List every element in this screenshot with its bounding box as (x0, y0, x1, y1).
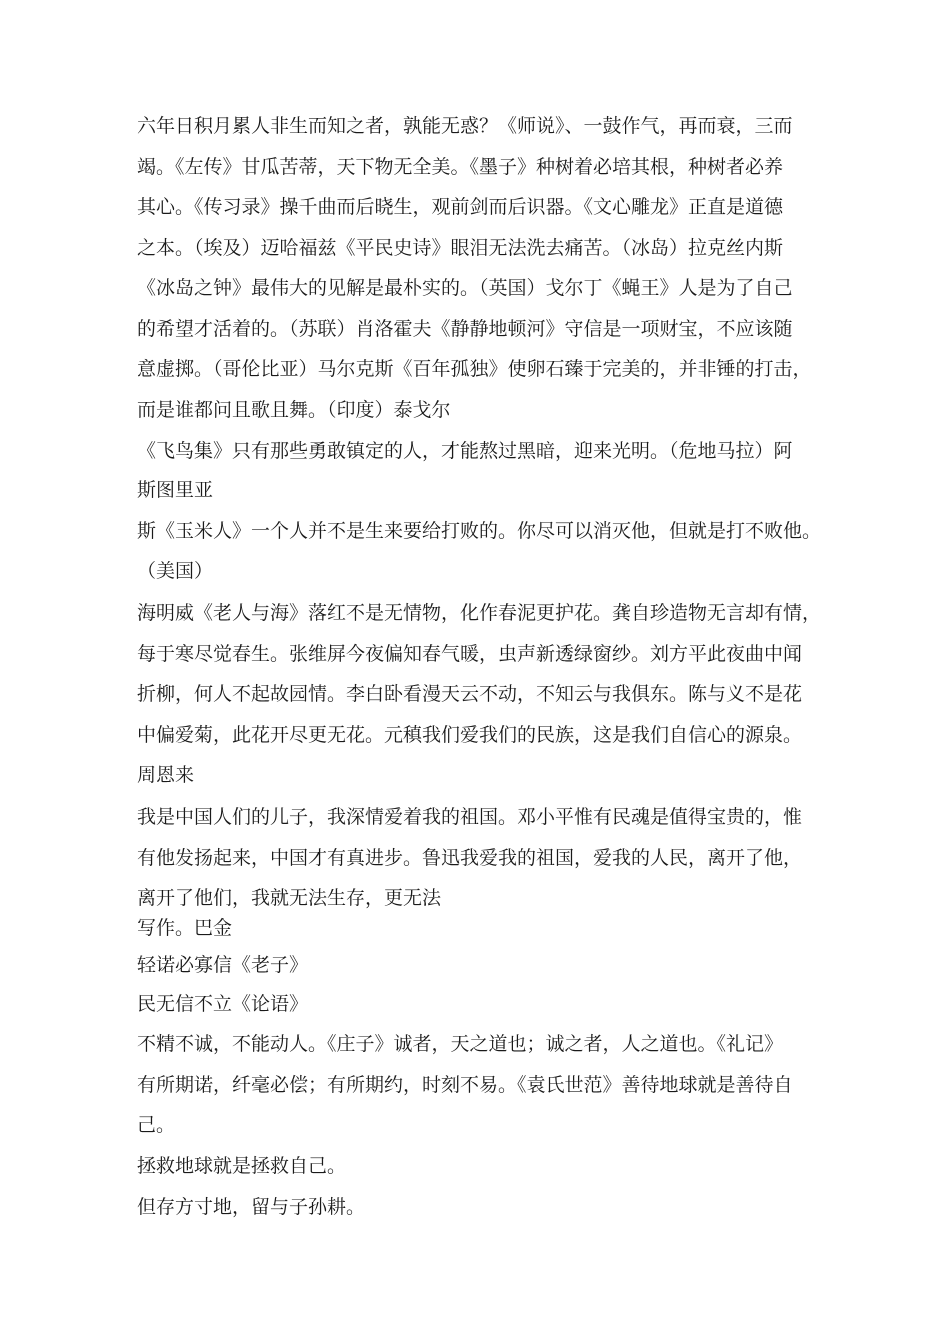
text-line: 拯救地球就是拯救自己。 (137, 1155, 347, 1177)
text-line: 而是谁都问且歌且舞。（印度）泰戈尔 (137, 399, 451, 421)
text-line: 斯《玉米人》一个人并不是生来要给打败的。你尽可以消灭他，但就是打不败他。 (137, 520, 822, 542)
text-line: 民无信不立《论语》 (137, 993, 309, 1015)
text-line: 意虚掷。（哥伦比亚）马尔克斯《百年孤独》使卵石臻于完美的，并非锤的打击， (137, 358, 812, 380)
text-line: 离开了他们，我就无法生存，更无法 (137, 887, 442, 909)
text-line: 周恩来 (137, 764, 195, 786)
text-line: 己。 (137, 1114, 176, 1136)
text-line: 之本。（埃及）迈哈福兹《平民史诗》眼泪无法洗去痛苦。（冰岛）拉克丝内斯 (137, 237, 784, 259)
text-line: 不精不诚，不能动人。《庄子》诚者，天之道也；诚之者，人之道也。《礼记》 (137, 1033, 784, 1055)
text-line: 的希望才活着的。（苏联）肖洛霍夫《静静地顿河》守信是一项财宝，不应该随 (137, 318, 793, 340)
text-line: 其心。《传习录》操千曲而后晓生，观前剑而后识器。《文心雕龙》正直是道德 (137, 196, 784, 218)
text-line: 但存方寸地，留与子孙耕。 (137, 1196, 366, 1218)
text-line: 轻诺必寡信《老子》 (137, 954, 309, 976)
text-line: 六年日积月累人非生而知之者，孰能无惑？《师说》、一鼓作气，再而衰，三而 (137, 115, 793, 137)
text-line: 中偏爱菊，此花开尽更无花。元稹我们爱我们的民族，这是我们自信心的源泉。 (137, 724, 803, 746)
text-line: 折柳，何人不起故园情。李白卧看漫天云不动，不知云与我俱东。陈与义不是花 (137, 683, 803, 705)
text-line: （美国） (137, 560, 214, 582)
text-line: 每于寒尽觉春生。张维屏今夜偏知春气暖，虫声新透绿窗纱。刘方平此夜曲中闻 (137, 643, 803, 665)
text-line: 《冰岛之钟》最伟大的见解是最朴实的。（英国）戈尔丁《蝇王》人是为了自己 (137, 277, 793, 299)
text-line: 我是中国人们的儿子，我深情爱着我的祖国。邓小平惟有民魂是值得宝贵的，惟 (137, 806, 803, 828)
text-line: 斯图里亚 (137, 479, 214, 501)
text-line: 有他发扬起来，中国才有真进步。鲁迅我爱我的祖国，爱我的人民，离开了他， (137, 847, 803, 869)
text-line: 有所期诺，纤毫必偿；有所期约，时刻不易。《袁氏世范》善待地球就是善待自 (137, 1074, 793, 1096)
text-line: 《飞鸟集》只有那些勇敢镇定的人，才能熬过黑暗，迎来光明。（危地马拉）阿 (137, 440, 793, 462)
text-line: 海明威《老人与海》落红不是无情物，化作春泥更护花。龚自珍造物无言却有情， (137, 602, 822, 624)
text-line: 竭。《左传》甘瓜苦蒂，天下物无全美。《墨子》种树着必培其根，种树者必养 (137, 156, 784, 178)
text-line: 写作。巴金 (137, 917, 233, 939)
